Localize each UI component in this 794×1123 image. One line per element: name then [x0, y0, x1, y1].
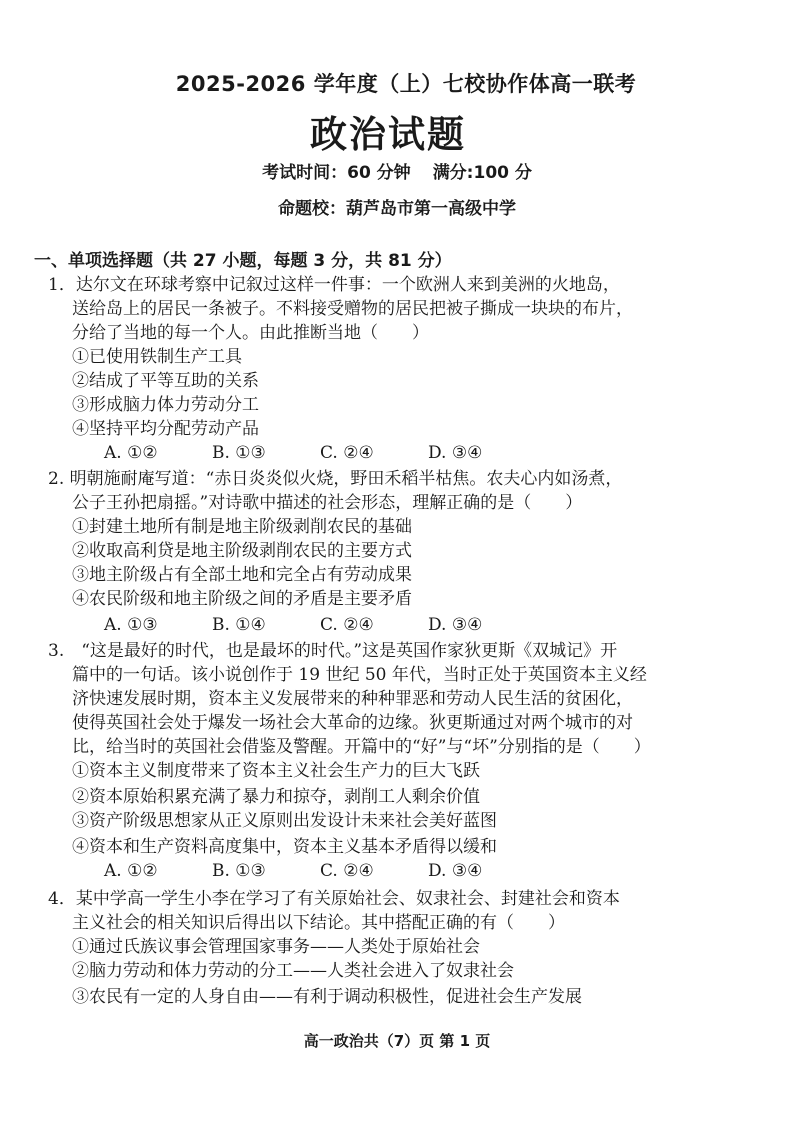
question-item: ④坚持平均分配劳动产品 — [72, 419, 259, 439]
question-stem-line: 2. 明朝施耐庵写道：“赤日炎炎似火烧，野田禾稻半枯焦。农夫心内如汤煮， — [48, 469, 623, 489]
question-item: ④农民阶级和地主阶级之间的矛盾是主要矛盾 — [72, 589, 412, 609]
question-stem-line: 使得英国社会处于爆发一场社会大革命的边缘。狄更斯通过对两个城市的对 — [72, 713, 633, 733]
option-c: C. ②④ — [320, 861, 374, 881]
question-item: ①已使用铁制生产工具 — [72, 347, 242, 367]
question-item: ①通过氏族议事会管理国家事务——人类处于原始社会 — [72, 937, 480, 957]
subject-title: 政治试题 — [310, 113, 466, 156]
question-item: ③形成脑力体力劳动分工 — [72, 395, 259, 415]
question-stem-line: 篇中的一句话。该小说创作于 19 世纪 50 年代，当时正处于英国资本主义经 — [72, 665, 647, 685]
option-b: B. ①③ — [212, 443, 266, 463]
option-a: A. ①③ — [104, 615, 158, 635]
question-stem-line: 比，给当时的英国社会借鉴及警醒。开篇中的“好”与“坏”分别指的是（ ） — [72, 737, 651, 757]
question-stem-line: 3. “这是最好的时代，也是最坏的时代。”这是英国作家狄更斯《双城记》开 — [48, 641, 618, 661]
question-stem-line: 4．某中学高一学生小李在学习了有关原始社会、奴隶社会、封建社会和资本 — [48, 889, 620, 909]
section-heading: 一、单项选择题（共 27 小题，每题 3 分，共 81 分） — [34, 251, 452, 271]
answer-options — [104, 614, 482, 636]
question-stem-line: 分给了当地的每一个人。由此推断当地（ ） — [72, 323, 429, 343]
setting-school: 命题校：葫芦岛市第一高级中学 — [278, 199, 516, 219]
answer-options — [104, 442, 482, 464]
option-b: B. ①③ — [212, 861, 266, 881]
question-item: ②结成了平等互助的关系 — [72, 371, 259, 391]
option-d: D. ③④ — [428, 443, 483, 463]
question-item: ②资本原始积累充满了暴力和掠夺，剥削工人剩余价值 — [72, 787, 480, 807]
option-c: C. ②④ — [320, 615, 374, 635]
question-stem-line: 1．达尔文在环球考察中记叙过这样一件事：一个欧洲人来到美洲的火地岛， — [48, 275, 620, 295]
option-c: C. ②④ — [320, 443, 374, 463]
option-d: D. ③④ — [428, 615, 483, 635]
question-item: ①资本主义制度带来了资本主义社会生产力的巨大飞跃 — [72, 761, 480, 781]
question-stem-line: 济快速发展时期，资本主义发展带来的种种罪恶和劳动人民生活的贫困化， — [72, 689, 633, 709]
question-item: ①封建土地所有制是地主阶级剥削农民的基础 — [72, 517, 412, 537]
exam-time: 考试时间：60 分钟 — [262, 163, 411, 183]
page-footer: 高一政治共（7）页 第 1 页 — [303, 1032, 491, 1050]
option-a: A. ①② — [104, 443, 158, 463]
exam-info — [0, 158, 794, 183]
question-item: ③农民有一定的人身自由——有利于调动积极性，促进社会生产发展 — [72, 987, 582, 1007]
question-stem-line: 主义社会的相关知识后得出以下结论。其中搭配正确的有（ ） — [72, 913, 565, 933]
question-stem-line: 公子王孙把扇摇。”对诗歌中描述的社会形态，理解正确的是（ ） — [72, 493, 583, 513]
question-item: ③地主阶级占有全部土地和完全占有劳动成果 — [72, 565, 412, 585]
answer-options — [104, 860, 482, 882]
option-d: D. ③④ — [428, 861, 483, 881]
question-stem-line: 送给岛上的居民一条被子。不料接受赠物的居民把被子撕成一块块的布片， — [72, 299, 633, 319]
full-score: 满分:100 分 — [432, 163, 532, 183]
question-item: ④资本和生产资料高度集中，资本主义基本矛盾得以缓和 — [72, 837, 497, 857]
option-b: B. ①④ — [212, 615, 266, 635]
exam-title: 2025-2026 学年度（上）七校协作体高一联考 — [175, 72, 637, 96]
option-a: A. ①② — [104, 861, 158, 881]
question-item: ②脑力劳动和体力劳动的分工——人类社会进入了奴隶社会 — [72, 961, 514, 981]
question-item: ②收取高利贷是地主阶级剥削农民的主要方式 — [72, 541, 412, 561]
question-item: ③资产阶级思想家从正义原则出发设计未来社会美好蓝图 — [72, 811, 497, 831]
